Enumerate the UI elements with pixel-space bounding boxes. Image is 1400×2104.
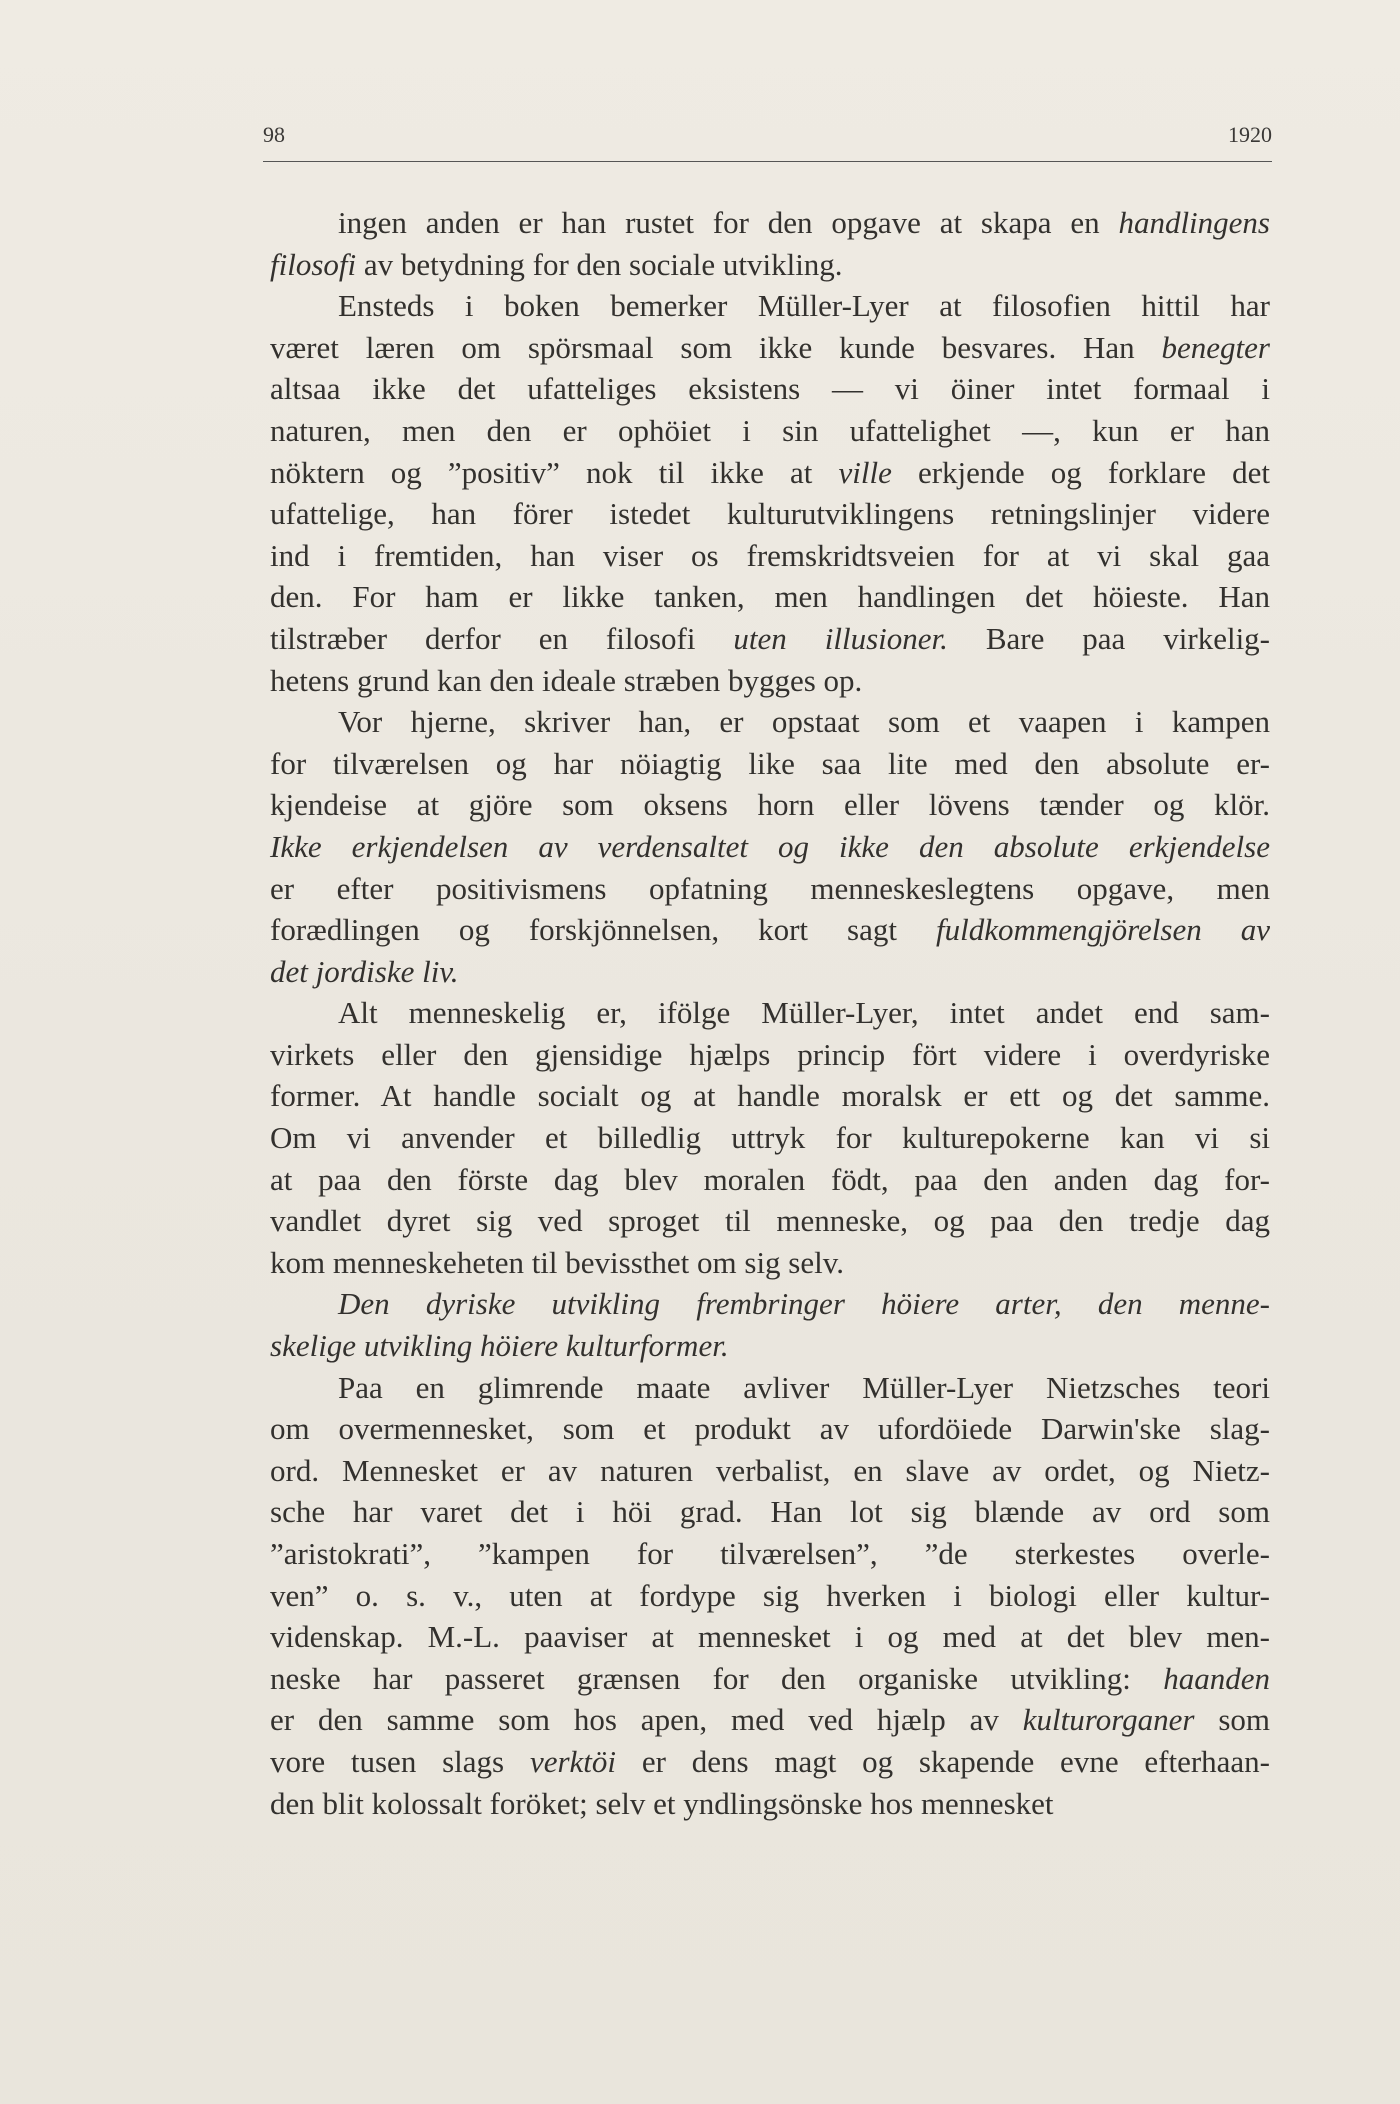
paragraph <box>270 285 1270 701</box>
text-run: Om vi anvender et billedlig uttryk for kulturepokerne kan vi si <box>270 1120 1270 1156</box>
paragraph <box>270 1283 1270 1366</box>
text-run: altsaa ikke det ufatteliges eksistens — vi öiner intet formaal i <box>270 371 1270 407</box>
text-line <box>270 992 1270 1034</box>
text-line <box>270 660 1270 702</box>
text-run: former. At handle socialt og at handle moralsk er ett og det samme. <box>270 1078 1270 1114</box>
text-line <box>270 1783 1270 1825</box>
text-run: vore tusen slags <box>270 1743 530 1779</box>
text-run: neske har passeret grænsen for den organiske utvikling: <box>270 1660 1164 1696</box>
text-line <box>270 368 1270 410</box>
text-run: tilstræber derfor en filosofi <box>270 620 734 656</box>
italic-run: benegter <box>1161 329 1270 365</box>
body-text <box>270 202 1270 1824</box>
italic-run: filosofi <box>270 246 357 282</box>
text-line <box>270 1200 1270 1242</box>
text-line <box>270 410 1270 452</box>
paragraph <box>270 202 1270 285</box>
text-run: forædlingen og forskjönnelsen, kort sagt <box>270 912 936 948</box>
text-line <box>270 1575 1270 1617</box>
text-line <box>270 1242 1270 1284</box>
italic-run: haanden <box>1163 1660 1270 1696</box>
text-run: er den samme som hos apen, med ved hjælp av <box>270 1702 1023 1738</box>
text-line <box>270 618 1270 660</box>
text-run: som <box>1194 1702 1270 1738</box>
text-run: ”aristokrati”, ”kampen for tilværelsen”, ”de sterkestes overle- <box>270 1536 1270 1571</box>
text-line <box>270 909 1270 951</box>
text-run: Ensteds i boken bemerker Müller-Lyer at filosofien hittil har <box>338 288 1270 324</box>
text-line <box>270 1616 1270 1658</box>
text-run: Paa en glimrende maate avliver Müller-Lyer Nietzsches teori <box>338 1369 1270 1405</box>
text-line <box>270 1283 1270 1325</box>
text-run: virkets eller den gjensidige hjælps princip fört videre i overdyriske <box>270 1036 1270 1072</box>
text-run: naturen, men den er ophöiet i sin ufattelighet —, kun er han <box>270 412 1270 448</box>
paragraph <box>270 701 1270 992</box>
text-run: hetens grund kan den ideale stræben bygges op. <box>270 662 863 698</box>
italic-run: uten illusioner. <box>733 620 948 656</box>
text-line <box>270 784 1270 826</box>
text-line <box>270 535 1270 577</box>
text-line <box>270 1367 1270 1409</box>
text-run: den. For ham er likke tanken, men handlingen det höieste. Han <box>270 579 1270 615</box>
text-line <box>270 1533 1270 1575</box>
text-line <box>270 1450 1270 1492</box>
text-run: ingen anden er han rustet for den opgave at skapa en <box>338 205 1119 240</box>
text-run: sche har varet det i höi grad. Han lot sig blænde av ord som <box>270 1494 1270 1530</box>
text-run: Vor hjerne, skriver han, er opstaat som et vaapen i kampen <box>338 704 1270 740</box>
running-header <box>263 122 1272 158</box>
text-run: videnskap. M.-L. paaviser at mennesket i og med at det blev men- <box>270 1619 1270 1655</box>
text-run: for tilværelsen og har nöiagtig like saa lite med den absolute er- <box>270 745 1270 781</box>
text-run: om overmennesket, som et produkt av ufordöiede Darwin'ske slag- <box>270 1411 1270 1447</box>
text-run: er dens magt og skapende evne efterhaan- <box>616 1743 1270 1779</box>
text-line <box>270 202 1270 244</box>
text-line <box>270 1075 1270 1117</box>
text-line <box>270 1699 1270 1741</box>
text-run: kom menneskeheten til bevissthet om sig selv. <box>270 1244 844 1280</box>
text-line <box>270 244 1270 286</box>
text-run: Alt menneskelig er, ifölge Müller-Lyer, intet andet end sam- <box>338 995 1270 1031</box>
text-run: ufattelige, han förer istedet kulturutviklingens retningslinjer videre <box>270 496 1270 532</box>
text-run: erkjende og forklare det <box>891 454 1271 490</box>
text-line <box>270 826 1270 868</box>
text-run: Bare paa virkelig- <box>947 620 1271 656</box>
header-year: 1920 <box>1228 122 1272 147</box>
italic-run: handlingens <box>1118 205 1270 240</box>
text-line <box>270 1408 1270 1450</box>
italic-run: verktöi <box>529 1743 617 1779</box>
text-line <box>270 327 1270 369</box>
text-line <box>270 576 1270 618</box>
italic-run: Den dyriske utvikling frembringer höiere arter, den menne- <box>338 1286 1270 1322</box>
header-rule <box>263 161 1272 162</box>
text-run: nöktern og ”positiv” nok til ikke at <box>270 454 839 490</box>
text-line <box>270 493 1270 535</box>
text-run: at paa den förste dag blev moralen födt, paa den anden dag for- <box>270 1161 1270 1197</box>
text-run: av betydning for den sociale utvikling. <box>356 246 843 282</box>
text-line <box>270 452 1270 494</box>
text-run: været læren om spörsmaal som ikke kunde besvares. Han <box>270 329 1162 365</box>
italic-run: det jordiske liv. <box>270 953 459 989</box>
page-number: 98 <box>263 122 285 147</box>
text-line <box>270 1117 1270 1159</box>
text-line <box>270 1491 1270 1533</box>
text-run: er efter positivismens opfatning menneskeslegtens opgave, men <box>270 870 1270 906</box>
paragraph <box>270 1367 1270 1825</box>
text-run: ven” o. s. v., uten at fordype sig hverken i biologi eller kultur- <box>270 1577 1270 1613</box>
text-line <box>270 743 1270 785</box>
text-run: kjendeise at gjöre som oksens horn eller lövens tænder og klör. <box>270 787 1270 823</box>
text-line <box>270 1159 1270 1201</box>
text-line <box>270 1658 1270 1700</box>
text-line <box>270 285 1270 327</box>
text-run: ord. Mennesket er av naturen verbalist, en slave av ordet, og Nietz- <box>270 1452 1270 1488</box>
text-run: ind i fremtiden, han viser os fremskridtsveien for at vi skal gaa <box>270 537 1270 573</box>
text-run: vandlet dyret sig ved sproget til menneske, og paa den tredje dag <box>270 1203 1270 1239</box>
italic-run: kulturorganer <box>1022 1702 1195 1738</box>
text-line <box>270 701 1270 743</box>
text-run: den blit kolossalt foröket; selv et yndlingsönske hos mennesket <box>270 1785 1054 1821</box>
paragraph <box>270 992 1270 1283</box>
italic-run: skelige utvikling höiere kulturformer. <box>270 1328 729 1364</box>
text-line <box>270 1034 1270 1076</box>
italic-run: Ikke erkjendelsen av verdensaltet og ikke den absolute erkjendelse <box>270 828 1270 864</box>
italic-run: fuldkommengjörelsen av <box>936 912 1271 948</box>
text-line <box>270 868 1270 910</box>
text-line <box>270 1741 1270 1783</box>
italic-run: ville <box>838 454 892 490</box>
text-line <box>270 1325 1270 1367</box>
text-line <box>270 951 1270 993</box>
